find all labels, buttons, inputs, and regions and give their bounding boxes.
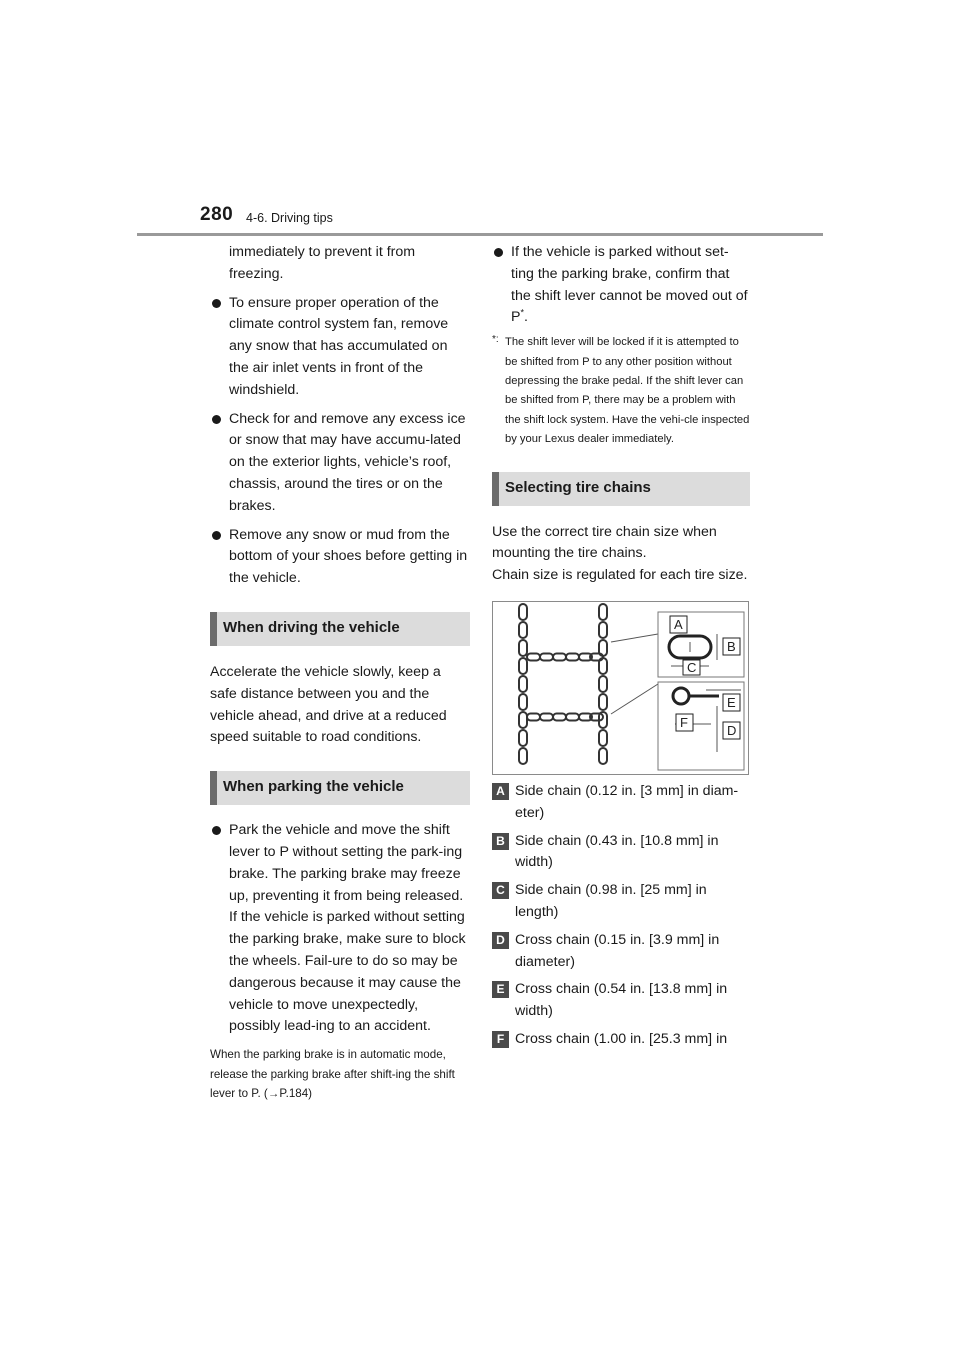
legend-key-a: A — [492, 783, 509, 800]
bullet-parked-period: . — [523, 309, 528, 326]
section-label: 4-6. Driving tips — [246, 211, 333, 225]
footnote-mark: *: — [492, 334, 499, 346]
right-column — [492, 242, 750, 1051]
heading-when-parking: When parking the vehicle — [210, 771, 470, 805]
diagram-label-b: B — [727, 639, 736, 655]
heading-tire-chains: Selecting tire chains — [492, 472, 750, 506]
diagram-label-f: F — [680, 715, 688, 731]
cross-chain-top — [527, 654, 603, 661]
chains-paragraph-1: Use the correct tire chain size when mounting the tire chains. — [492, 523, 717, 562]
legend-item-f — [492, 1029, 750, 1051]
tire-chain-diagram — [492, 601, 749, 775]
legend-item-c — [492, 880, 750, 924]
legend-text-b: Side chain (0.43 in. [10.8 mm] in width) — [515, 832, 719, 871]
legend-text-d: Cross chain (0.15 in. [3.9 mm] in diameter) — [515, 931, 720, 970]
legend-key-e: E — [492, 981, 509, 998]
legend-text-e: Cross chain (0.54 in. [13.8 mm] in width) — [515, 981, 728, 1020]
legend-key-f: F — [492, 1031, 509, 1048]
side-chain-right — [599, 604, 607, 764]
legend-item-b — [492, 831, 750, 875]
heading-when-driving: When driving the vehicle — [210, 612, 470, 646]
legend-text-c: Side chain (0.98 in. [25 mm] in length) — [515, 882, 707, 920]
legend-key-b: B — [492, 833, 509, 850]
legend-item-a — [492, 781, 750, 825]
bullet-climate-fan: To ensure proper operation of the climate control system fan, remove any snow that has accumulated on the air inlet vents in front of the windshield. — [210, 293, 470, 402]
legend-item-d — [492, 930, 750, 974]
chains-paragraph-2: Chain size is regulated for each tire size. — [492, 567, 748, 584]
footnote-reference: * — [520, 307, 524, 318]
diagram-label-a: A — [674, 617, 683, 633]
diagram-label-e: E — [727, 695, 736, 711]
bullet-parked-without-brake — [492, 242, 750, 329]
legend-text-f: Cross chain (1.00 in. [25.3 mm] in — [515, 1030, 728, 1047]
diagram-label-c: C — [687, 660, 697, 676]
bullet-excess-ice: Check for and remove any excess ice or snow that may have accumu-lated on the exterior lights, vehicle’s roof, chassis, around the tires or on the brakes. — [210, 409, 470, 518]
legend-item-e — [492, 979, 750, 1023]
page-number: 280 — [200, 204, 234, 225]
side-chain-left — [519, 604, 527, 764]
legend-text-a: Side chain (0.12 in. [3 mm] in diam-eter) — [515, 783, 739, 821]
parking-note: When the parking brake is in automatic mode, release the parking brake after shift-ing the shift lever to P. (→P.184) — [210, 1048, 455, 1100]
driving-paragraph: Accelerate the vehicle slowly, keep a safe distance between you and the vehicle ahead, and drive at a reduced speed suitable to road conditions. — [210, 663, 447, 746]
footnote — [492, 333, 750, 449]
cross-chain-bottom — [527, 714, 603, 721]
continued-paragraph: immediately to prevent it from freezing. — [229, 244, 416, 282]
legend-key-d: D — [492, 932, 509, 949]
legend-key-c: C — [492, 882, 509, 899]
tire-chain-illustration — [493, 602, 748, 774]
left-column — [210, 242, 470, 1103]
diagram-label-d: D — [727, 723, 737, 739]
header-rule — [137, 233, 823, 236]
footnote-text: The shift lever will be locked if it is attempted to be shifted from P to any other position without depressing the brake pedal. If the shift lever can be shifted from P, there may be a problem with the shift lock system. Have the vehi-cle inspected by your Lexus dealer immediately. — [505, 336, 750, 446]
bullet-parked-text: If the vehicle is parked without set-ting the parking brake, confirm that the shift lever cannot be moved out of P — [511, 244, 748, 326]
bullet-shoes: Remove any snow or mud from the bottom of your shoes before getting in the vehicle. — [210, 525, 470, 590]
bullet-parking-brake: Park the vehicle and move the shift lever to P without setting the park-ing brake. The parking brake may freeze up, preventing it from being released. If the vehicle is parked without setting the parking brake, make sure to block the wheels. Fail-ure to do so may be dangerous because it may cause the vehicle to move unexpectedly, possibly lead-ing to an accident. — [210, 820, 470, 1038]
